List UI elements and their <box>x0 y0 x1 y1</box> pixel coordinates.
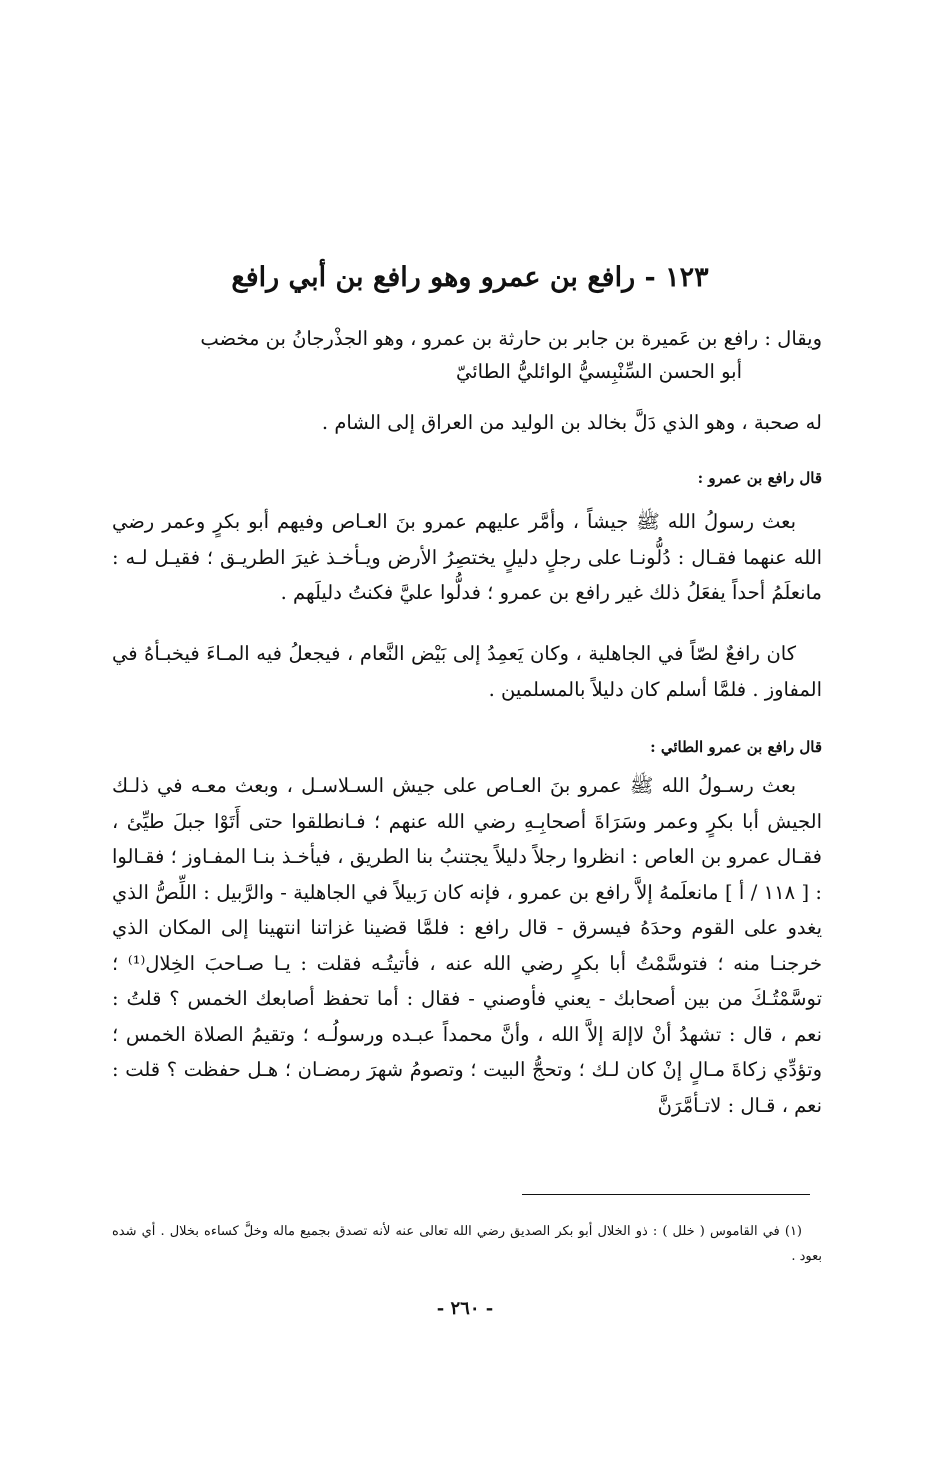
companion-note: له صحبة ، وهو الذي دَلَّ بخالد بن الوليد من العراق إلى الشام . <box>321 411 822 434</box>
hadith-paragraph-1: بعث رسولُ الله ﷺ جيشاً ، وأمَّر عليهم عمرو بنَ العـاص وفيهم أبو بكرٍ وعمر رضي الله عنهما فقـال : دُلُّونـا على رجلٍ دليلٍ يختصِرُ الأرض ويـأخـذ غيرَ الطريـق ؛ فقيـل لـه : مانعلَمُ أحداً يفعَلُ ذلك غير رافع بن عمرو ؛ فدلُّوا عليَّ فكنتُ دليلَهم . <box>112 510 822 604</box>
footnote-separator <box>522 1194 810 1195</box>
footnote: (١) في القاموس ( خلل ) : ذو الخلال أبو بكر الصديق رضي الله تعالى عنه لأنه تصدق بجميع ماله وخلَّ كساءه بخلال . أي شده بعود . <box>112 1224 822 1264</box>
intro-line-2: أبو الحسن السِّنْبِسيُّ الوائليُّ الطائيّ <box>455 360 742 383</box>
hadith-paragraph-3: بعث رسـولُ الله ﷺ عمرو بنَ العـاص على جيش السـلاسـل ، وبعث معـه في ذلـك الجيش أبا بكرٍ وعمر وسَرَاةَ أصحابِـهِ رضي الله عنهم ؛ فـانطلقوا حتى أَتَوْا جبلَ طيِّئ ، فقـال عمرو بن العاص : انظروا رجلاً دليلاً يجتنبُ بنا الطريق ، فيأخـذ بنـا المفـاوز ؛ فقـالوا : [ ١١٨ / أ ] مانعلَمهُ إلاَّ رافع بن عمرو ، فإنه كان رَبيلاً في الجاهلية - والرَّبيل : اللِّصُّ الذي يغدو على القوم وحدَهُ فيسرق - قال رافع : فلمَّا قضينا غزاتنا انتهينا إلى المكان الذي خرجنـا منه ؛ فتوسَّمْتُ أبا بكرٍ رضي الله عنه ، فأتيتُـه فقلت : يـا صـاحبَ الخِلال⁽¹⁾ ؛ توسَّمْتُـكَ من بين أصحابك - يعني فأوصني - فقال : أما تحفظ أصابعك الخمس ؟ قلتُ : نعم ، قال : تشهدُ أنْ لاإلهَ إلاَّ الله ، وأنَّ محمداً عبـده ورسولُـه ؛ وتقيمُ الصلاة الخمس ؛ وتؤدِّي زكاةَ مـالٍ إنْ كان لـك ؛ وتحجُّ البيت ؛ وتصومُ شهرَ رمضـان ؛ هـل حفظت ؟ قلت : نعم ، قـال : لاتـأمَّرَنَّ <box>112 774 823 1117</box>
intro-line-1: ويقال : رافع بن عَميرة بن جابر بن حارثة بن عمرو ، وهو الجذْرجانُ بن مخضب <box>200 327 822 350</box>
page-number: - ٢٦٠ - <box>436 1298 494 1319</box>
narrator-heading-2: قال رافع بن عمرو الطائي : <box>650 738 822 756</box>
narrator-heading-1: قال رافع بن عمرو : <box>697 469 822 487</box>
entry-intro <box>112 322 822 388</box>
entry-title: ١٢٣ - رافع بن عمرو وهو رافع بن أبي رافع <box>231 262 709 293</box>
hadith-paragraph-2: كان رافعٌ لصّاً في الجاهلية ، وكان يَعمِدُ إلى بَيْض النَّعام ، فيجعلُ فيه المـاءَ فيخبـأهُ في المفاوز . فلمَّا أسلم كان دليلاً بالمسلمين . <box>112 642 822 701</box>
